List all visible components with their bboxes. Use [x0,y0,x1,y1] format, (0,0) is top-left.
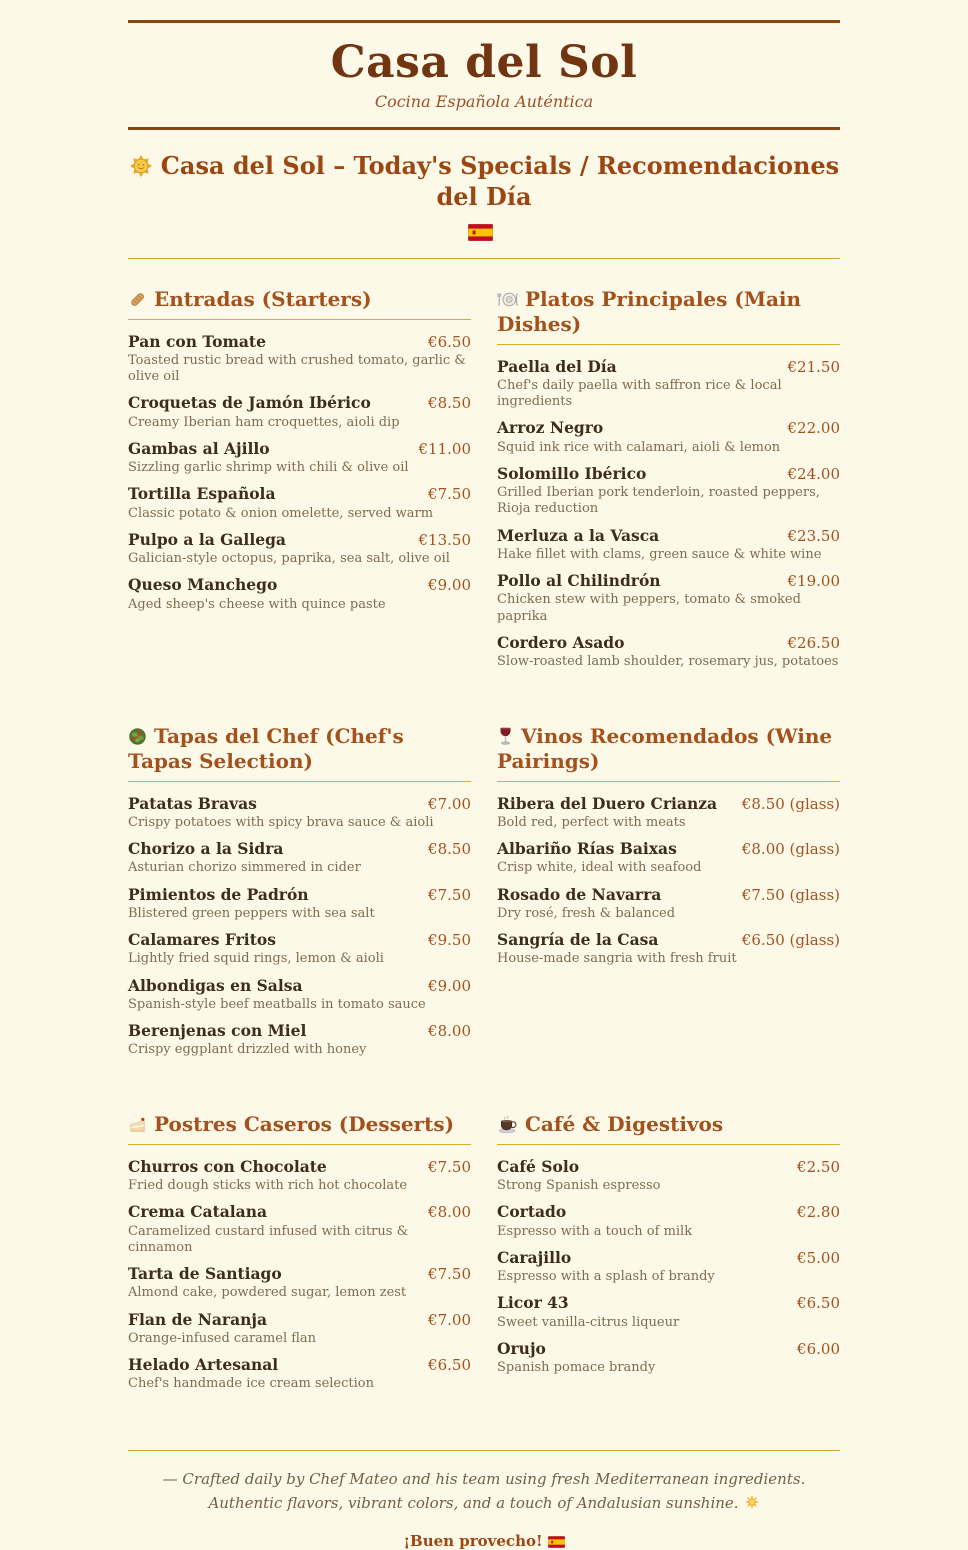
header-divider [128,127,840,130]
item-description: Sizzling garlic shrimp with chili & olive oil [128,460,409,476]
item-name: Paella del Día [497,356,617,376]
menu-item [497,840,840,877]
item-price: €9.00 [428,976,471,995]
menu-item [128,394,471,431]
menu-item [128,485,471,522]
item-price: €7.50 [428,1265,471,1283]
menu-item [497,795,840,832]
menu-item [128,1265,471,1302]
item-description: Slow-roasted lamb shoulder, rosemary jus, potatoes [497,654,839,670]
item-description: Chef's handmade ice cream selection [128,1376,374,1392]
menu-item [497,931,840,968]
item-description: Crisp white, ideal with seafood [497,860,702,876]
item-price: €8.00 [428,1022,471,1041]
item-name: Calamares Fritos [128,930,276,950]
item-price: €8.50 (glass) [741,794,840,813]
item-description: Squid ink rice with calamari, aioli & lemon [497,439,781,455]
section-header [128,287,471,320]
page-subtitle: Cocina Española Auténtica [374,92,594,111]
spain-flag-icon [548,1536,565,1548]
item-description: Bold red, perfect with meats [497,814,686,830]
item-name: Queso Manchego [128,575,278,595]
item-name: Helado Artesanal [128,1355,279,1375]
coffee-cup-icon [497,1115,518,1134]
item-name: Cordero Asado [497,632,625,652]
item-price: €24.00 [787,464,840,483]
item-name: Churros con Chocolate [128,1156,327,1176]
item-price: €7.00 [428,1310,471,1329]
item-price: €5.00 [797,1248,840,1267]
item-name: Orujo [497,1338,546,1358]
section-header [497,287,840,345]
menu-item [497,1294,840,1331]
item-price: €9.00 [428,576,471,595]
section-header [497,1112,840,1145]
menu-item [128,1311,471,1348]
plate-cutlery-icon [497,290,518,309]
section-title: Tapas del Chef (Chef's Tapas Selection) [128,723,404,773]
item-name: Patatas Bravas [128,793,257,813]
item-description: Grilled Iberian pork tenderloin, roasted peppers, Rioja reduction [497,485,820,517]
specials-title: Casa del Sol – Today's Specials / Recomendaciones del Día [160,151,840,212]
item-name: Crema Catalana [128,1202,268,1222]
footer-signoff [128,1532,840,1550]
item-price: €7.50 [428,485,471,504]
item-name: Croquetas de Jamón Ibérico [128,393,371,413]
item-description: Hake fillet with clams, green sauce & white wine [497,546,822,562]
menu-item [497,465,840,518]
item-name: Café Solo [497,1156,580,1176]
section-title: Café & Digestivos [525,1111,724,1136]
section-title: Vinos Recomendados (Wine Pairings) [497,723,833,773]
item-price: €2.80 [797,1203,840,1222]
section-title: Postres Caseros (Desserts) [154,1111,455,1136]
menu-item [128,440,471,477]
item-price: €7.50 [428,885,471,904]
item-name: Licor 43 [497,1293,569,1313]
footer-note-line-2 [128,1491,840,1516]
item-price: €6.50 [428,332,471,351]
footer-note-1-text: — Crafted daily by Chef Mateo and his team using fresh Mediterranean ingredients. [162,1469,806,1488]
spain-flag-icon [468,224,493,241]
item-description: Fried dough sticks with rich hot chocolate [128,1177,408,1193]
item-name: Merluza a la Vasca [497,525,660,545]
item-name: Gambas al Ajillo [128,438,270,458]
item-name: Arroz Negro [497,418,604,438]
item-name: Flan de Naranja [128,1309,268,1329]
item-description: Caramelized custard infused with citrus & cinnamon [128,1223,409,1255]
footer-divider [128,1450,840,1451]
item-name: Pan con Tomate [128,331,266,351]
item-price: €7.50 (glass) [741,885,840,904]
menu-item [128,931,471,968]
menu-page [128,0,840,1550]
menu-item [497,1340,840,1377]
menu-item [497,634,840,671]
menu-item [497,1249,840,1286]
item-price: €21.50 [787,357,840,376]
footer-note-line-1 [128,1467,840,1492]
section-title: Entradas (Starters) [154,286,372,311]
item-price: €13.50 [418,530,471,549]
section-entradas [128,287,471,622]
menu-item [128,1203,471,1256]
item-name: Pimientos de Padrón [128,884,309,904]
item-name: Rosado de Navarra [497,884,662,904]
wine-glass-icon [497,727,514,746]
item-name: Carajillo [497,1247,572,1267]
menu-item [128,840,471,877]
item-name: Ribera del Duero Crianza [497,793,718,813]
menu-item [497,572,840,625]
menu-item [128,576,471,613]
top-divider [128,20,840,23]
item-description: Dry rosé, fresh & balanced [497,905,676,921]
menu-item [497,358,840,411]
item-description: Spanish pomace brandy [497,1360,656,1376]
item-description: Strong Spanish espresso [497,1177,661,1193]
item-name: Albondigas en Salsa [128,975,303,995]
section-tapas [128,724,471,1068]
item-price: €11.00 [418,439,471,458]
menu-item [128,886,471,923]
item-price: €9.50 [428,931,471,950]
item-price: €19.00 [787,572,840,591]
cake-slice-icon [128,1115,147,1134]
item-name: Pulpo a la Gallega [128,529,286,549]
item-price: €26.50 [787,633,840,652]
section-header [497,724,840,782]
item-price: €6.00 [797,1339,840,1358]
item-description: Asturian chorizo simmered in cider [128,860,361,876]
item-description: Lightly fried squid rings, lemon & aioli [128,951,384,967]
item-description: Spanish-style beef meatballs in tomato sauce [128,996,426,1012]
footer-note-2-text: Authentic flavors, vibrant colors, and a touch of Andalusian sunshine. [208,1494,739,1513]
footer [128,1450,840,1550]
footer-signoff-text: ¡Buen provecho! [403,1532,543,1550]
salad-icon [128,727,147,746]
section-header [128,724,471,782]
menu-item [128,333,471,386]
menu-item [497,1158,840,1195]
menu-item [128,1158,471,1195]
menu-item [497,1203,840,1240]
item-name: Chorizo a la Sidra [128,839,284,859]
menu-item [497,886,840,923]
item-price: €6.50 [428,1356,471,1375]
menu-item [128,1022,471,1059]
item-name: Albariño Rías Baixas [497,839,677,859]
page-title: Casa del Sol [330,37,638,88]
item-name: Pollo al Chilindrón [497,571,661,591]
item-description: Chicken stew with peppers, tomato & smoked paprika [497,592,801,624]
item-description: Blistered green peppers with sea salt [128,905,375,921]
item-price: €23.50 [787,526,840,545]
sun-with-face-icon [129,154,153,178]
baguette-icon [128,290,147,309]
item-price: €7.00 [428,794,471,813]
item-description: Espresso with a touch of milk [497,1223,693,1239]
item-description: Crispy potatoes with spicy brava sauce & aioli [128,814,434,830]
item-price: €8.50 [428,840,471,859]
section-header [128,1112,471,1145]
item-price: €22.00 [787,419,840,438]
item-name: Sangría de la Casa [497,930,659,950]
item-description: Galician-style octopus, paprika, sea salt, olive oil [128,551,450,567]
item-name: Berenjenas con Miel [128,1021,307,1041]
item-description: Toasted rustic bread with crushed tomato, garlic & olive oil [128,352,466,385]
sun-icon [744,1494,760,1510]
menu-item [497,419,840,456]
item-price: €8.50 [428,394,471,413]
item-description: Espresso with a splash of brandy [497,1269,715,1285]
item-name: Cortado [497,1202,567,1222]
item-name: Solomillo Ibérico [497,463,647,483]
item-description: Aged sheep's cheese with quince paste [128,596,386,612]
item-description: Classic potato & onion omelette, served warm [128,505,434,521]
specials-flag-line [128,214,840,245]
menu-item [128,977,471,1014]
item-name: Tarta de Santiago [128,1264,282,1283]
item-description: House-made sangria with fresh fruit [497,951,737,967]
item-description: Orange-infused caramel flan [128,1330,317,1346]
item-description: Creamy Iberian ham croquettes, aioli dip [128,414,400,430]
menu-item [128,795,471,832]
item-name: Tortilla Española [128,484,276,504]
item-price: €6.50 (glass) [741,931,840,950]
item-price: €6.50 [797,1294,840,1313]
item-price: €2.50 [797,1157,840,1176]
menu-item [497,527,840,564]
section-postres [128,1112,471,1402]
menu-item [128,1356,471,1393]
specials-divider [128,258,840,259]
item-description: Sweet vanilla-citrus liqueur [497,1314,680,1330]
item-price: €7.50 [428,1157,471,1176]
section-title: Platos Principales (Main Dishes) [497,286,802,336]
item-description: Almond cake, powdered sugar, lemon zest [128,1285,407,1301]
menu-grid [128,287,840,1402]
item-description: Chef's daily paella with saffron rice & local ingredients [497,377,782,410]
menu-item [128,531,471,568]
section-vinos [497,724,840,977]
item-price: €8.00 (glass) [741,840,840,859]
section-cafe [497,1112,840,1386]
specials-title-block [128,150,840,246]
item-description: Crispy eggplant drizzled with honey [128,1042,367,1058]
item-price: €8.00 [428,1203,471,1222]
section-platos-principales [497,287,840,680]
